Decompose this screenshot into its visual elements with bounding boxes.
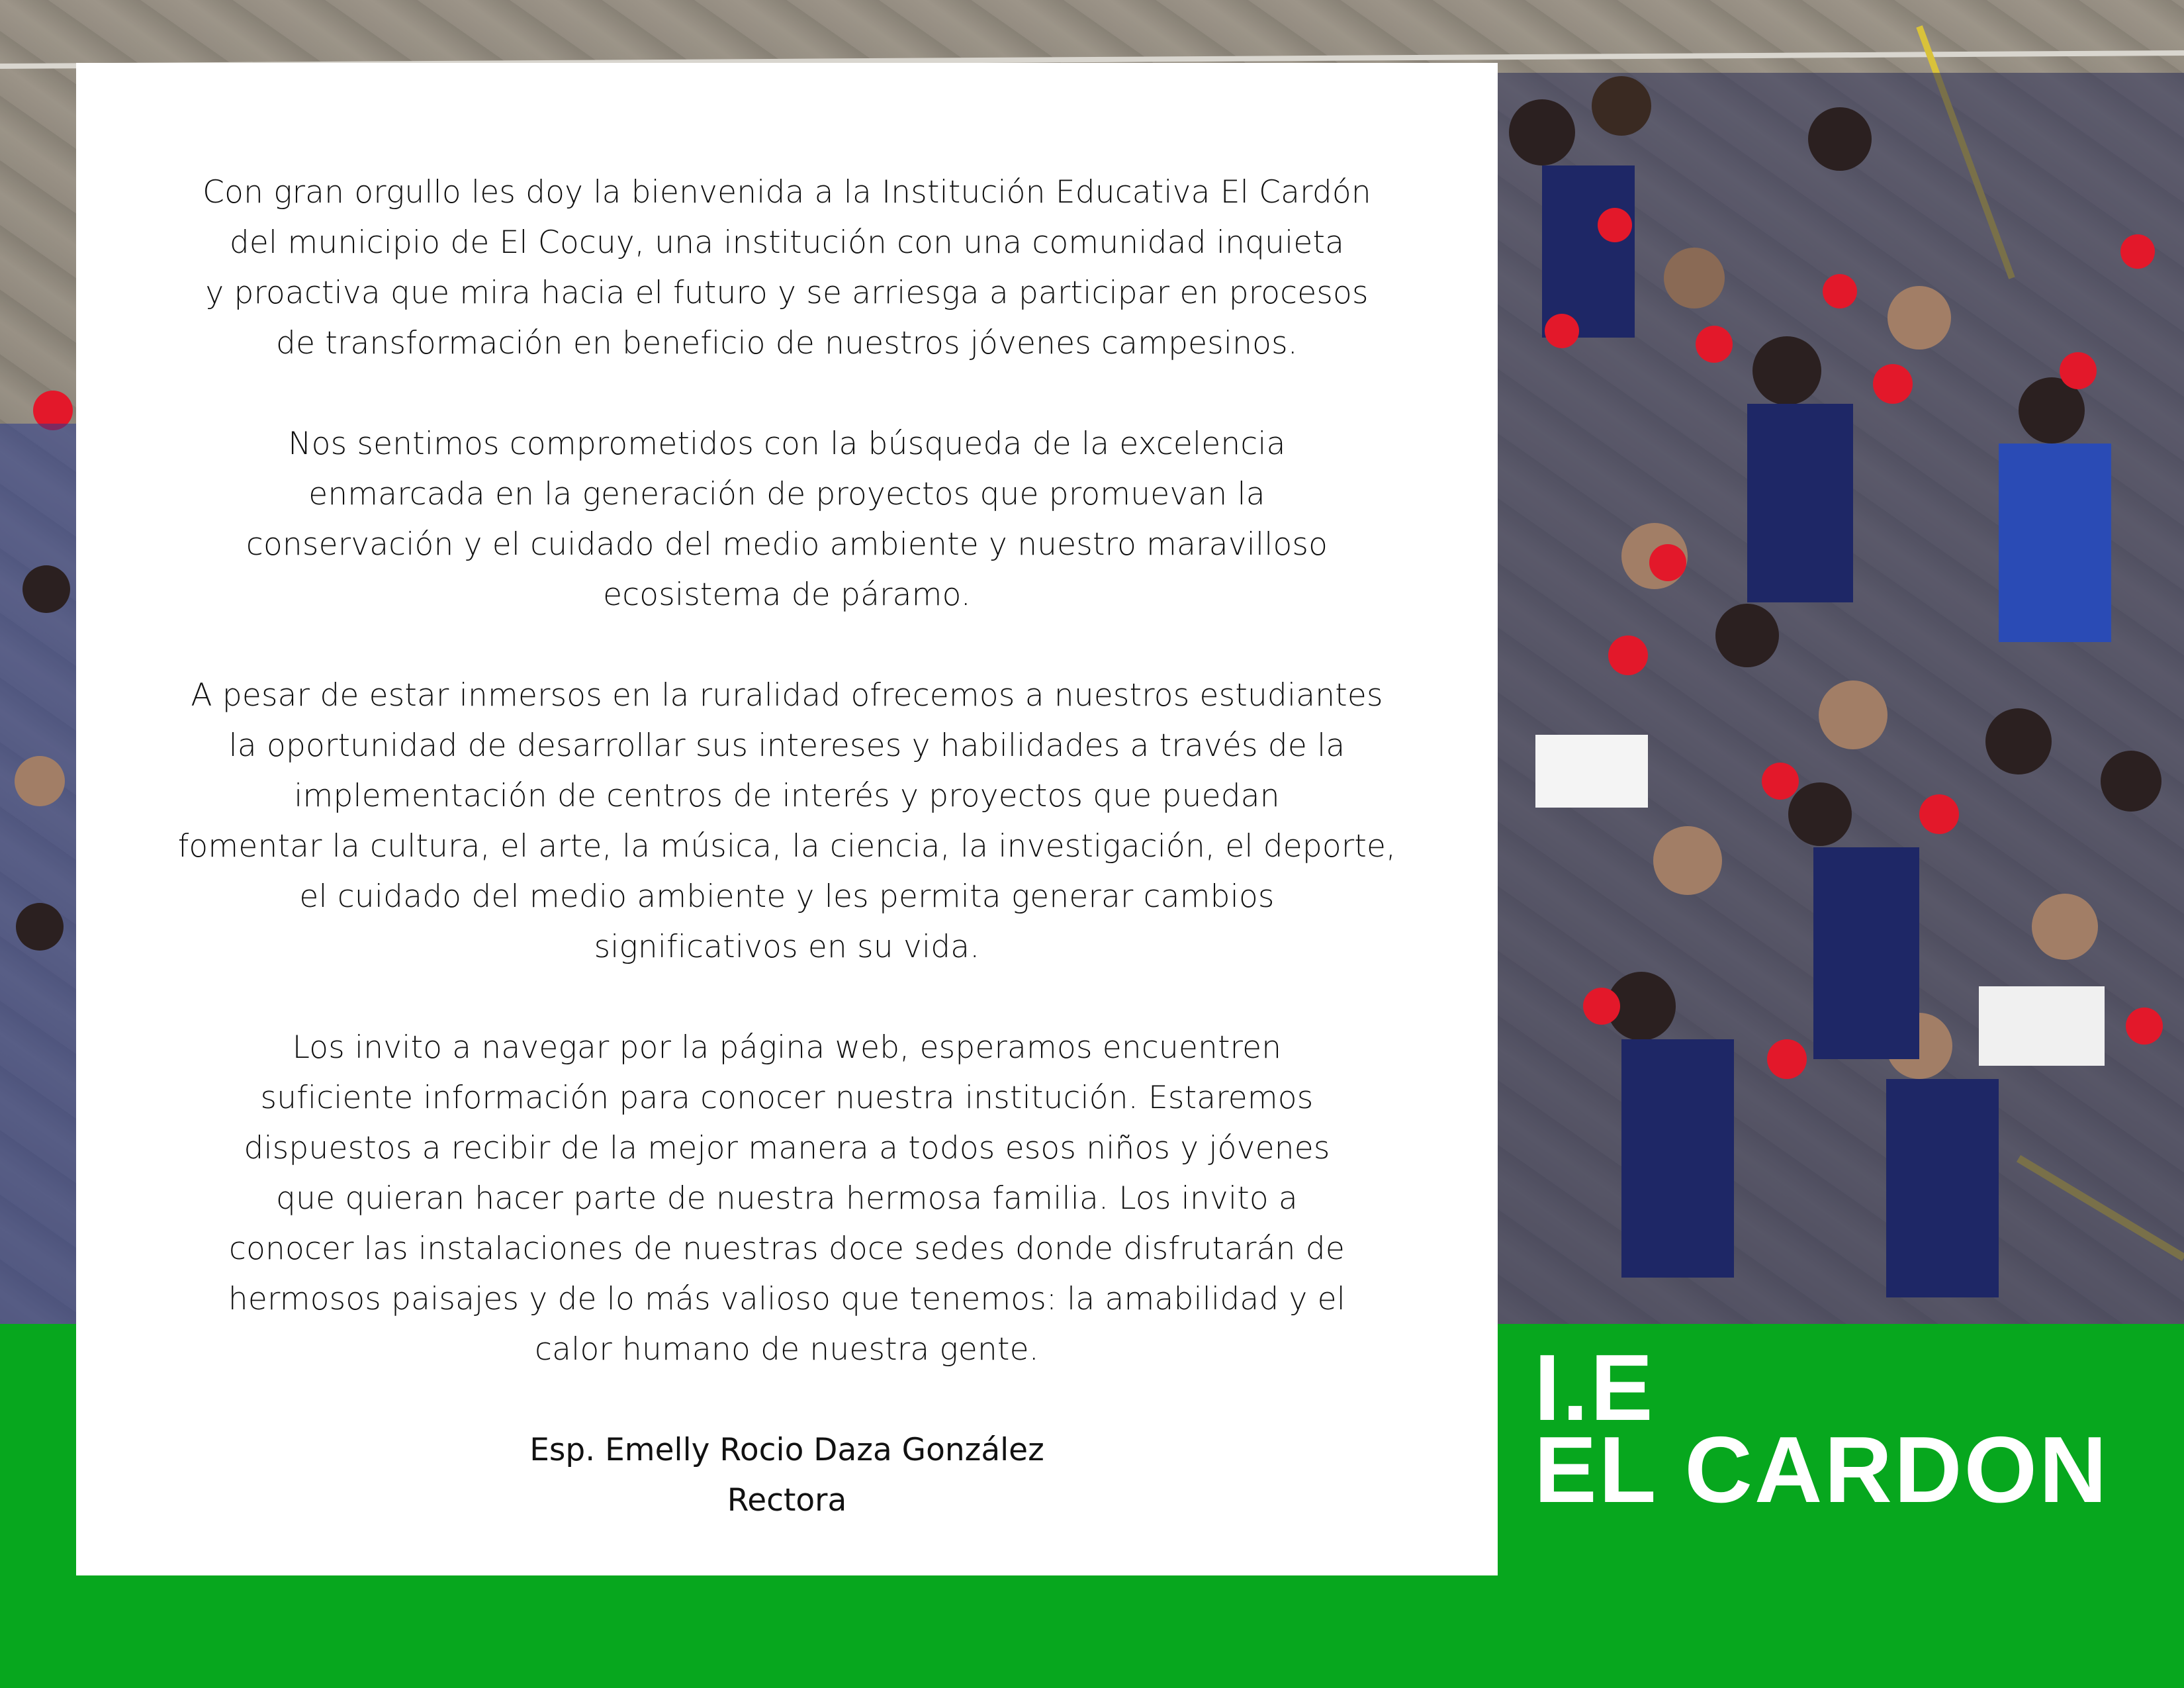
letter-line: y proactiva que mira hacia el futuro y se arriesga a participar en procesos [205, 275, 1369, 311]
letter-line: enmarcada en la generación de proyectos que promuevan la [308, 476, 1265, 512]
letter-line: fomentar la cultura, el arte, la música, la ciencia, la investigación, el deporte, [177, 828, 1396, 865]
letter-paragraph-3 [136, 671, 1438, 972]
letter-line: ecosistema de páramo. [603, 577, 971, 613]
signature-name: Esp. Emelly Rocio Daza González [529, 1432, 1044, 1468]
letter-line: conservación y el cuidado del medio ambiente y nuestro maravilloso [246, 526, 1328, 563]
letter-line: que quieran hacer parte de nuestra hermosa familia. Los invito a [276, 1180, 1298, 1217]
letter-line: de transformación en beneficio de nuestros jóvenes campesinos. [276, 325, 1298, 361]
signature-role: Rectora [727, 1482, 847, 1519]
letter-line: significativos en su vida. [594, 929, 980, 965]
letter-line: Nos sentimos comprometidos con la búsqueda de la excelencia [288, 426, 1286, 462]
letter-line: A pesar de estar inmersos en la ruralidad ofrecemos a nuestros estudiantes [191, 677, 1383, 714]
letter-line: conocer las instalaciones de nuestras doce sedes donde disfrutarán de [229, 1231, 1345, 1267]
left-students [0, 424, 76, 1324]
letter-paragraph-4 [136, 1023, 1438, 1375]
letter-line: Los invito a navegar por la página web, esperamos encuentren [292, 1029, 1282, 1066]
letter-line: implementación de centros de interés y proyectos que puedan [294, 778, 1280, 814]
letter-paragraph-2 [136, 419, 1438, 620]
letter-line: el cuidado del medio ambiente y les permita generar cambios [299, 878, 1275, 915]
letter-line: hermosos paisajes y de lo más valioso que tenemos: la amabilidad y el [228, 1281, 1346, 1317]
welcome-letter-card [76, 63, 1498, 1575]
institution-title-line-1: I.E [1534, 1335, 1655, 1440]
crowd [1498, 73, 2184, 1324]
letter-line: suficiente información para conocer nuestra institución. Estaremos [260, 1080, 1314, 1116]
letter-line: Con gran orgullo les doy la bienvenida a la Institución Educativa El Cardón [203, 174, 1371, 211]
institution-title-line-2: EL CARDON [1534, 1417, 2109, 1523]
signature-block [136, 1425, 1438, 1526]
letter-line: del municipio de El Cocuy, una institución con una comunidad inquieta [229, 224, 1345, 261]
letter-line: la oportunidad de desarrollar sus intereses y habilidades a través de la [228, 727, 1345, 764]
letter-line: dispuestos a recibir de la mejor manera a todos esos niños y jóvenes [244, 1130, 1330, 1166]
letter-paragraph-1 [136, 167, 1438, 369]
letter-line: calor humano de nuestra gente. [535, 1331, 1039, 1368]
institution-title [1534, 1335, 2109, 1523]
